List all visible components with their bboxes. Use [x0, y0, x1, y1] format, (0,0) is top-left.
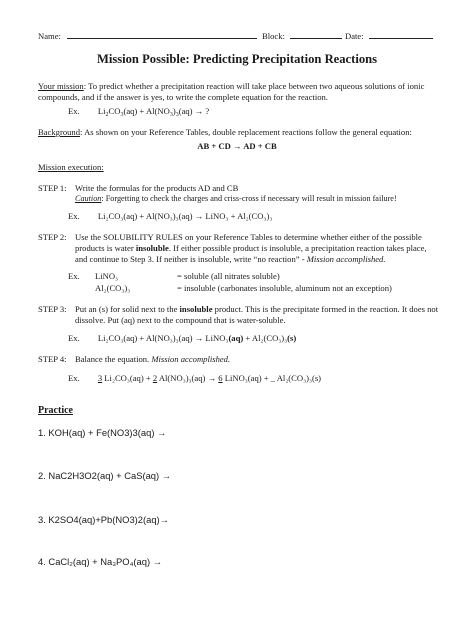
background-label: Background	[38, 127, 81, 137]
step3-label: STEP 3:	[38, 304, 67, 314]
name-row	[38, 30, 257, 42]
insoluble-word: insoluble	[135, 243, 169, 253]
text-run: Mission accomplished.	[306, 254, 386, 264]
text-run: products is water	[75, 243, 136, 253]
date-label: Date:	[345, 31, 364, 41]
block-field[interactable]	[290, 30, 342, 39]
block-label: Block:	[262, 31, 285, 41]
eq-part: (aq) + Al(NO	[123, 106, 170, 116]
step2-line-3	[75, 254, 386, 265]
mission-text-2: compounds, and if the answer is yes, to write the complete equation for the reaction.	[38, 92, 328, 102]
name-field[interactable]	[67, 30, 257, 39]
step1-text: Write the formulas for the products AD and CB	[75, 183, 239, 193]
text-run: Balance the equation.	[75, 354, 152, 364]
eq-part: Li	[97, 106, 106, 116]
text-run: product. This is the precipitate formed in the reaction. It does not	[212, 304, 439, 314]
step4-text	[75, 354, 230, 365]
ex-label: Ex.	[68, 211, 80, 221]
mission-label: Your mission	[38, 81, 84, 91]
step2-r2-formula: Al₂(CO₃)₃	[95, 283, 131, 293]
caution-text: : Forgetting to check the charges and criss-cross if necessary will result in mission failure!	[101, 194, 397, 203]
practice-item: 1. KOH(aq) + Fe(NO3)3(aq) →	[38, 427, 167, 438]
background-line	[38, 127, 412, 138]
coefficient: 6	[218, 373, 223, 383]
eq-part: Li₂CO₃(aq) +	[102, 373, 153, 383]
step3-line-2: dissolve. Put (aq) next to the compound that is water-soluble.	[75, 315, 286, 325]
eq-part-bold: (s)	[287, 333, 297, 343]
practice-item: 2. NaC2H3O2(aq) + CaS(aq) →	[38, 470, 172, 481]
step2-r2-note: = insoluble (carbonates insoluble, aluminum not an exception)	[177, 283, 392, 293]
step2-line-1: Use the SOLUBILITY RULES on your Reference Tables to determine whether either of the possible	[75, 232, 422, 242]
eq-part: Li₂CO₃(aq) + Al(NO₃)₃(aq) → LiNO₃	[97, 333, 229, 343]
step4-example	[68, 373, 321, 384]
step1-label: STEP 1:	[38, 183, 67, 193]
step1-caution	[75, 194, 397, 205]
page-title: Mission Possible: Predicting Precipitation Reactions	[96, 52, 378, 66]
step1-example	[68, 211, 272, 222]
eq-part: + Al₂(CO₃)₃	[243, 333, 288, 343]
step3-line-1	[75, 304, 438, 315]
mission-example: Ex. $Li_2CO_3(aq) + Al(NO_3)_3(aq)$ → ?	[68, 106, 210, 118]
step4-label: STEP 4:	[38, 354, 67, 364]
text-run: Put an (s) for solid next to the	[75, 304, 180, 314]
mission-line-1	[38, 81, 424, 92]
practice-label: Practice	[38, 405, 73, 416]
date-field[interactable]	[369, 30, 433, 39]
caution-label: Caution	[75, 194, 102, 203]
text-run: . If either possible product is insoluble, a precipitation reaction takes place,	[168, 243, 427, 253]
text-run: Mission accomplished.	[151, 354, 231, 364]
step1-equation: Li₂CO₃(aq) + Al(NO₃)₃(aq) → LiNO₃ + Al₂(CO₃)₃	[97, 211, 273, 221]
general-equation: AB + CD → AD + CB	[197, 141, 277, 151]
step2-label: STEP 2:	[38, 232, 67, 242]
ex-label: Ex.	[68, 106, 80, 116]
step2-ex-label: Ex.	[68, 271, 80, 281]
block-row	[262, 30, 342, 42]
eq-part: CO	[108, 106, 121, 116]
ex-label: Ex.	[68, 333, 80, 343]
eq-part: Al(NO₃)₃(aq) →	[157, 373, 219, 383]
eq-part: LiNO₃(aq) + _ Al₂(CO₃)₃(s)	[222, 373, 322, 383]
ex-label: Ex.	[68, 373, 80, 383]
mission-text-1: : To predict whether a precipitation reaction will take place between two aqueous solutions of ionic	[83, 81, 425, 91]
eq-part: (aq) → ?	[178, 106, 210, 116]
step3-example	[68, 333, 296, 344]
eq-part: )	[172, 106, 176, 116]
practice-item: 3. K2SO4(aq)+Pb(NO3)2(aq)→	[38, 514, 170, 525]
insoluble-word: insoluble	[179, 304, 213, 314]
practice-item: 4. CaCl₂(aq) + Na₃PO₄(aq) →	[38, 556, 163, 567]
background-text: : As shown on your Reference Tables, double replacement reactions follow the general equation:	[80, 127, 412, 137]
step2-line-2	[75, 243, 427, 254]
date-row	[345, 30, 433, 42]
text-run: and continue to Step 3. If neither is insoluble, write “no reaction” -	[75, 254, 307, 264]
coefficient: 2	[152, 373, 158, 383]
eq-part-bold: (aq)	[228, 333, 244, 343]
execution-label: Mission execution:	[38, 162, 104, 172]
name-label: Name:	[38, 31, 61, 41]
step2-r1-formula: LiNO₃	[95, 271, 119, 281]
coefficient: 3	[97, 373, 103, 383]
step2-r1-note: = soluble (all nitrates soluble)	[177, 271, 280, 281]
